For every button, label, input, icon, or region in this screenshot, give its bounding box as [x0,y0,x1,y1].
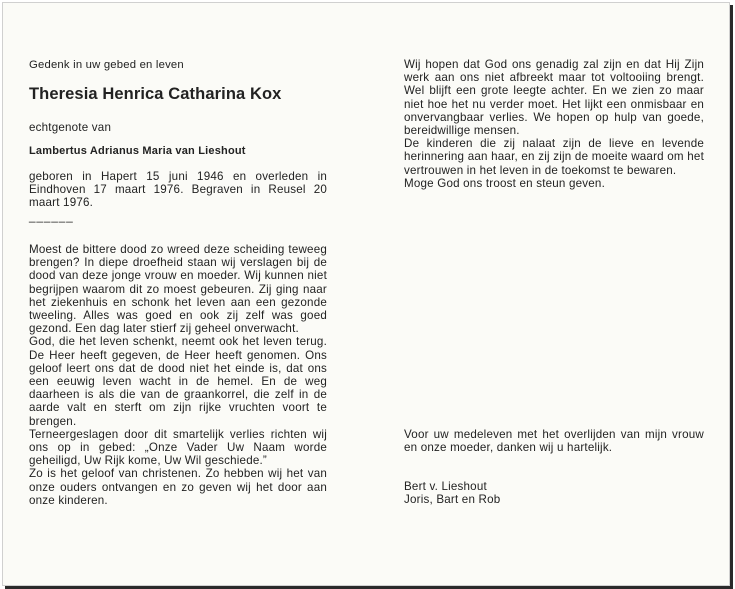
right-panel [404,3,706,585]
signature-line: Joris, Bart en Rob [404,493,501,507]
right-paragraph: Wij hopen dat God ons genadig zal zijn en dat Hij Zijn werk aan ons niet afbreekt maar tot voltooiing brengt. Wel blijft een grote leegte achter. En we zien zo maar niet hoe het nu verder moet. Het lijkt een onmisbaar en onvervangbaar verlies. We hopen op hulp van goede, bereidwillige mensen. [404,58,704,138]
thanks-text: Voor uw medeleven met het overlijden van mijn vrouw en onze moeder, danken wij u hartelijk. [404,428,704,455]
right-paragraph: Moge God ons troost en steun geven. [404,176,605,190]
left-paragraph: God, die het leven schenkt, neemt ook het leven terug. De Heer heeft gegeven, de Heer heeft genomen. Ons geloof leert ons dat de dood niet het einde is, dat ons een eeuwig leven wacht in de hemel. En de weg daarheen is als die van de graankorrel, die zelf in de aarde valt en sterft om zijn rijke vruchten voort te brengen. [29,335,327,428]
memorial-card [2,2,730,586]
spouse-label: echtgenote van [29,121,112,134]
birth-death-facts: geboren in Hapert 15 juni 1946 en overleden in Eindhoven 17 maart 1976. Begraven in Reusel 20 maart 1976. [29,170,327,210]
left-paragraph: Terneergeslagen door dit smartelijk verlies richten wij ons op in gebed: „Onze Vader Uw Naam worde geheiligd, Uw Rijk kome, Uw Wil geschiede.” [29,427,327,468]
prayer-prefix: Gedenk in uw gebed en leven [29,59,184,71]
right-body-text [404,58,704,190]
left-paragraph: Zo is het geloof van christenen. Zo hebben wij het van onze ouders ontvangen en zo geven wij het door aan onze kinderen. [29,467,327,507]
deceased-name: Theresia Henrica Catharina Kox [29,85,282,103]
right-paragraph: De kinderen die zij nalaat zijn de lieve en levende herinnering aan haar, en zij zijn de moeite waard om het vertrouwen in het leven in de toekomst te bewaren. [404,137,704,177]
signature-block [404,480,500,506]
separator-line: ______ [29,210,74,223]
left-paragraph: Moest de bittere dood zo wreed deze scheiding teweeg brengen? In diepe droefheid staan wij verslagen bij de dood van deze jonge vrouw en moeder. Wij kunnen niet begrijpen waarom dit zo moest gebeuren. Zij ging naar het ziekenhuis en schonk het leven aan een gezonde tweeling. Alles was goed en ook zij zelf was goed gezond. Een dag later stierf zij geheel onverwacht. [29,243,327,336]
left-panel [29,3,331,585]
signature-line: Bert v. Lieshout [404,480,487,493]
spouse-name: Lambertus Adrianus Maria van Lieshout [29,145,246,157]
left-body-text [29,243,327,507]
